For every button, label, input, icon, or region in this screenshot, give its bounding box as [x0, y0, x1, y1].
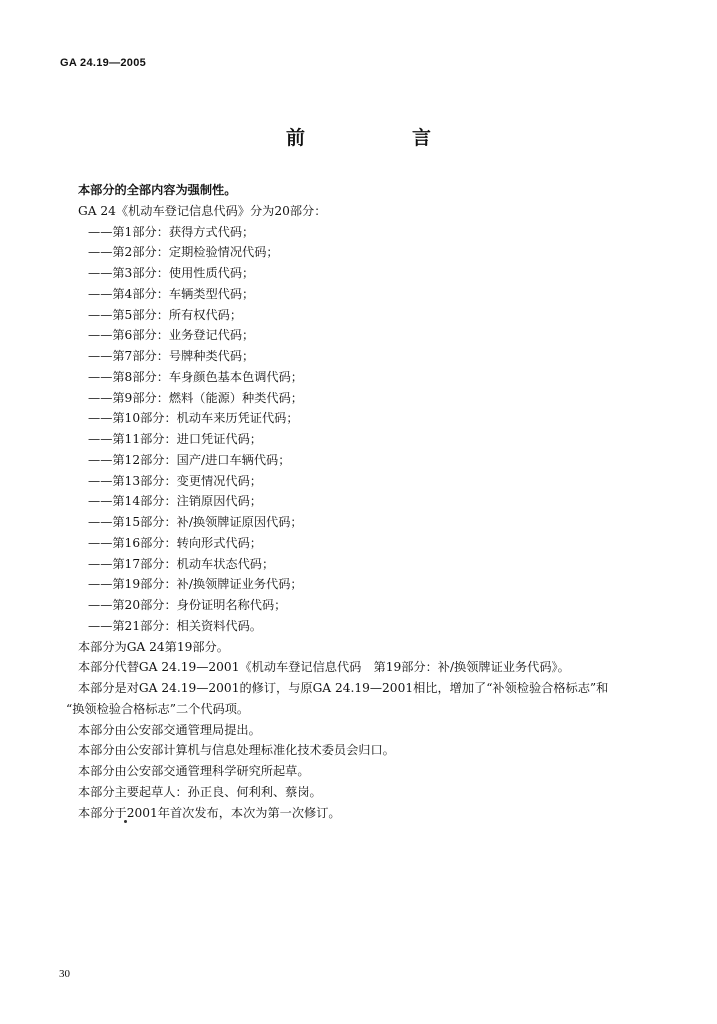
scan-dot [124, 820, 127, 823]
list-item: ——第3部分：使用性质代码； [88, 266, 255, 280]
parts-list [78, 222, 678, 637]
list-item: ——第15部分：补/换领牌证原因代码； [88, 515, 303, 529]
list-item: ——第17部分：机动车状态代码； [88, 556, 275, 571]
paragraph-proposed-by: 本部分由公安部交通管理局提出。 [78, 722, 261, 737]
paragraph-part-statement: 本部分为GA 24第19部分。 [78, 639, 229, 654]
list-item: ——第13部分：变更情况代码； [88, 473, 262, 488]
list-item: ——第2部分：定期检验情况代码； [88, 245, 279, 260]
paragraph-revision: 本部分是对GA 24.19—2001的修订，与原GA 24.19—2001相比，增加了“补领检验合格标志”和 [78, 681, 609, 695]
list-item: ——第6部分：业务登记代码； [88, 328, 255, 343]
list-item: ——第5部分：所有权代码； [88, 307, 243, 322]
list-item: ——第21部分：相关资料代码。 [88, 618, 262, 633]
paragraph-drafters: 本部分主要起草人：孙正良、何利利、蔡岗。 [78, 784, 322, 799]
list-item: ——第12部分：国产/进口车辆代码； [88, 452, 291, 467]
list-item: ——第20部分：身份证明名称代码； [88, 598, 287, 612]
list-item: ——第11部分：进口凭证代码； [88, 432, 262, 446]
page-title: 前 言 [285, 127, 475, 149]
list-item: ——第8部分：车身颜色基本色调代码； [88, 369, 303, 384]
list-item: ——第7部分：号牌种类代码； [88, 349, 255, 363]
paragraph-centralized-by: 本部分由公安部计算机与信息处理标准化技术委员会归口。 [78, 743, 395, 758]
list-item: ——第4部分：车辆类型代码； [88, 286, 255, 301]
paragraph-history: 本部分于2001年首次发布，本次为第一次修订。 [78, 805, 341, 820]
paragraph-replaces: 本部分代替GA 24.19—2001《机动车登记信息代码 第19部分：补/换领牌证业务代码》。 [78, 660, 570, 675]
foreword-body [66, 180, 678, 823]
page-number: 30 [59, 968, 70, 980]
intro-paragraph: GA 24《机动车登记信息代码》分为20部分： [78, 203, 327, 218]
list-item: ——第19部分：补/换领牌证业务代码； [88, 577, 303, 592]
list-item: ——第9部分：燃料（能源）种类代码； [88, 390, 303, 405]
list-item: ——第16部分：转向形式代码； [88, 535, 262, 550]
standard-code: GA 24.19—2005 [60, 57, 147, 69]
list-item: ——第1部分：获得方式代码； [88, 224, 255, 239]
mandatory-statement: 本部分的全部内容为强制性。 [78, 183, 237, 197]
list-item: ——第14部分：注销原因代码； [88, 494, 262, 509]
list-item: ——第10部分：机动车来历凭证代码； [88, 411, 299, 426]
paragraph-drafted-by: 本部分由公安部交通管理科学研究所起草。 [78, 764, 310, 778]
paragraph-revision-continued: “换领检验合格标志”二个代码项。 [66, 701, 250, 716]
